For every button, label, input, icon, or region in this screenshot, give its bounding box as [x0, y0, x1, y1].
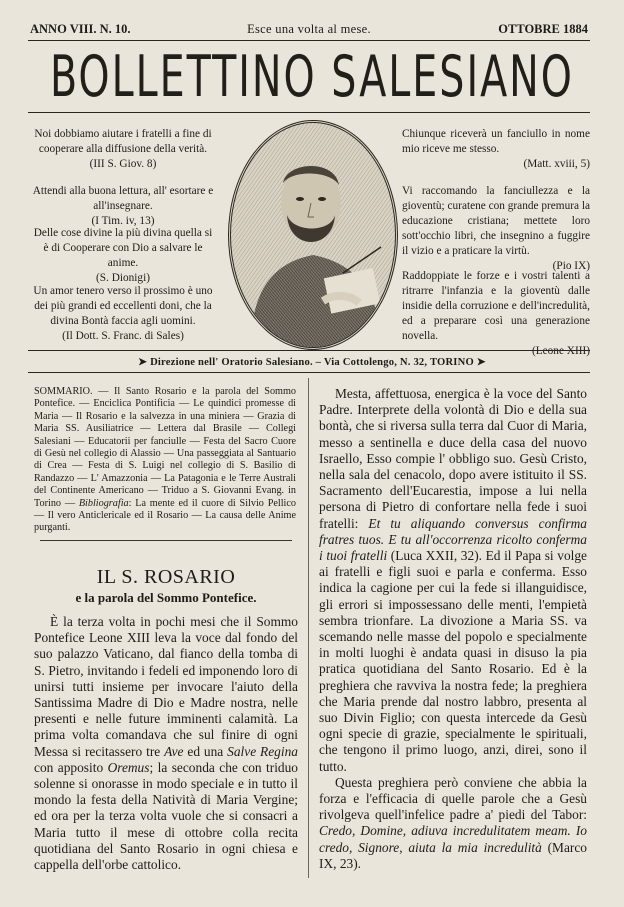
issue-frequency: Esce una volta al mese. [247, 22, 371, 36]
quote-right-3 [402, 269, 590, 359]
sommario [34, 386, 296, 535]
direction-line: ➤ Direzione nell' Oratorio Salesiano. – Via Cottolengo, N. 32, TORINO ➤ [138, 357, 486, 368]
article-title: IL S. ROSARIO [96, 566, 236, 588]
quote-source: (I Tim. iv, 13) [91, 215, 155, 227]
sommario-label: SOMMARIO. [34, 386, 93, 397]
quote-right-1 [402, 127, 590, 172]
article-subtitle: e la parola del Sommo Pontefice. [75, 590, 257, 605]
issue-date: OTTOBRE 1884 [498, 22, 588, 36]
quote-source: (Il Dott. S. Franc. di Sales) [62, 330, 184, 342]
quote-left-2 [30, 184, 216, 229]
issue-header [30, 22, 588, 40]
quote-left-3 [30, 226, 216, 286]
quote-source: (Leone XIII) [531, 345, 590, 357]
quote-right-2 [402, 184, 590, 274]
sommario-tail: : La mente ed il cuore di Silvio Pellico — Il vero Anticlericale ed il Rosario — La causa delle Anime purganti. [34, 497, 296, 534]
header-rule [28, 40, 590, 41]
article-paragraph: Questa preghiera però conviene che abbia la forza e l'efficacia di quelle parole che a Gesù rivolgeva quell'infelice padre a' piedi del Tabor: Credo, Domine, adiuva incredulitatem meam. Io credo, Signore, aiuta la mia incredulità (Marco IX, 23). [319, 774, 587, 871]
sommario-text: — Il Santo Rosario e la parola del Sommo Pontefice. — Enciclica Pontificia — Le quindici promesse di Maria — Il Rosario e la salvezza in una miniera — Grazia di Maria SS. Ausiliatrice — Lettera dal Brasile — Collegi Salesiani — Educatorii per fanciulle — Festa del Sacro Cuore di Gesù nel collegio di Alassio — Una passeggiata al Santuario di Crea — Festa di S. Luigi nel collegio di S. Basilio di Randazzo — L' Amazzonia — La Patagonia e le Terre Australi del Continente Americano — Triduo a S. Giovanni Evang. in Torino — [34, 386, 296, 509]
masthead-rule [28, 112, 590, 113]
quotes-rule [28, 350, 590, 351]
quote-text: Raddoppiate le forze e i vostri talenti a ritrarre l'infanzia e la gioventù dalle insidie della corruzione e dell'incredulità, ed a preparare così una generazione novella. [402, 270, 590, 342]
sommario-rule [40, 540, 292, 541]
masthead-title: BOLLETTINO SALESIANO [50, 44, 574, 111]
quote-source: (S. Dionigi) [96, 272, 150, 284]
quote-left-4 [30, 284, 216, 344]
quote-text: Noi dobbiamo aiutare i fratelli a fine di cooperare alla diffusione della verità. [34, 128, 212, 155]
issue-number: ANNO VIII. N. 10. [30, 22, 131, 36]
column-separator [308, 378, 309, 878]
article-column-right [319, 386, 587, 872]
portrait-engraving-icon [231, 123, 395, 347]
quote-text: Attendi alla buona lettura, all' esortare e all'insegnare. [32, 185, 214, 212]
quote-text: Chiunque riceverà un fanciullo in nome mio riceve me stesso. [402, 128, 590, 155]
portrait-saint-francis-de-sales [228, 120, 398, 350]
quote-text: Un amor tenero verso il prossimo è uno dei più grandi ed eccellenti doni, che la divina Bontà faccia agli uomini. [33, 285, 213, 327]
direction-rule [28, 372, 590, 373]
article-paragraph: È la terza volta in pochi mesi che il Sommo Pontefice Leone XIII leva la voce dal fondo del suo palazzo Vaticano, dal fianco della tomba di S. Pietro, invitando i fedeli ed imponendo loro di unirsi tutti insieme per invocare l'aiuto della Santissima Madre di Dio e Madre nostra, nelle presenti e nelle future imminenti calamità. La prima volta comandava che sul finire di ogni Messa si recitassero tre Ave ed una Salve Regina con apposito Oremus; la seconda che con triduo solenne si onorasse in modo speciale e in tutto il mondo la festa della Natività di Maria Vergine; ed ora per la terza volta vuole che si consacri a Maria tutto il mese di ottobre colla recita quotidiana del Santo Rosario in ogni chiesa e cappella dell'orbe cattolico. [34, 614, 298, 873]
quote-source: (Matt. xviii, 5) [523, 158, 590, 170]
quote-source: (Pio IX) [552, 260, 590, 272]
quote-left-1 [30, 127, 216, 172]
quote-source: (III S. Giov. 8) [89, 158, 157, 170]
quote-text: Delle cose divine la più divina quella si è di Cooperare con Dio a salvare le anime. [33, 227, 213, 269]
sommario-bibliografia: Bibliografia [78, 497, 129, 509]
article-paragraph: Mesta, affettuosa, energica è la voce del Santo Padre. Interprete della volontà di Dio e della sua bontà, che si riversa sulla terra dal Cuor di Maria, messo a sentinella e duce della casa del nuovo Israello, Esso compie l' obbligo suo. Gesù Cristo, nella sala del cenacolo, dopo avere istituito il SS. Sacramento dell'Eucarestia, impose a lui nella persona di Pietro di confortare nella fede i suoi fratelli: Et tu aliquando conversus confirma fratres tuos. E tu all'occorrenza ricolto conferma i tuoi fratelli (Luca XXII, 32). Ed il Papa si volge ai fratelli e figli suoi e parla e conferma. Esso indica la cagione per cui la fede si illanguidisce, gli errori si impossessano delle menti, l'empietà sembra trionfare. La divozione a Maria SS. va scemando nelle masse del popolo e specialmente in molti luoghi è andata quasi in disuso la pia pratica quotidiana del Santo Rosario. Ed è la preghiera che ravviva la nostra fede; la preghiera che Maria prende dal nostro labbro, presenta al suo Divin Figlio; con questa intercede da Gesù ogni specie di grazie, specialmente le spirituali, che tengono il primo luogo, anzi, direi, sono il tutto. [319, 386, 587, 774]
article-column-left [34, 614, 298, 873]
quote-text: Vi raccomando la fanciullezza e la gioventù; curatene con grande premura la educazione cristiana; mettete loro sott'occhio libri, che insegnino a fuggire il vizio e a praticare la virtù. [402, 185, 590, 257]
